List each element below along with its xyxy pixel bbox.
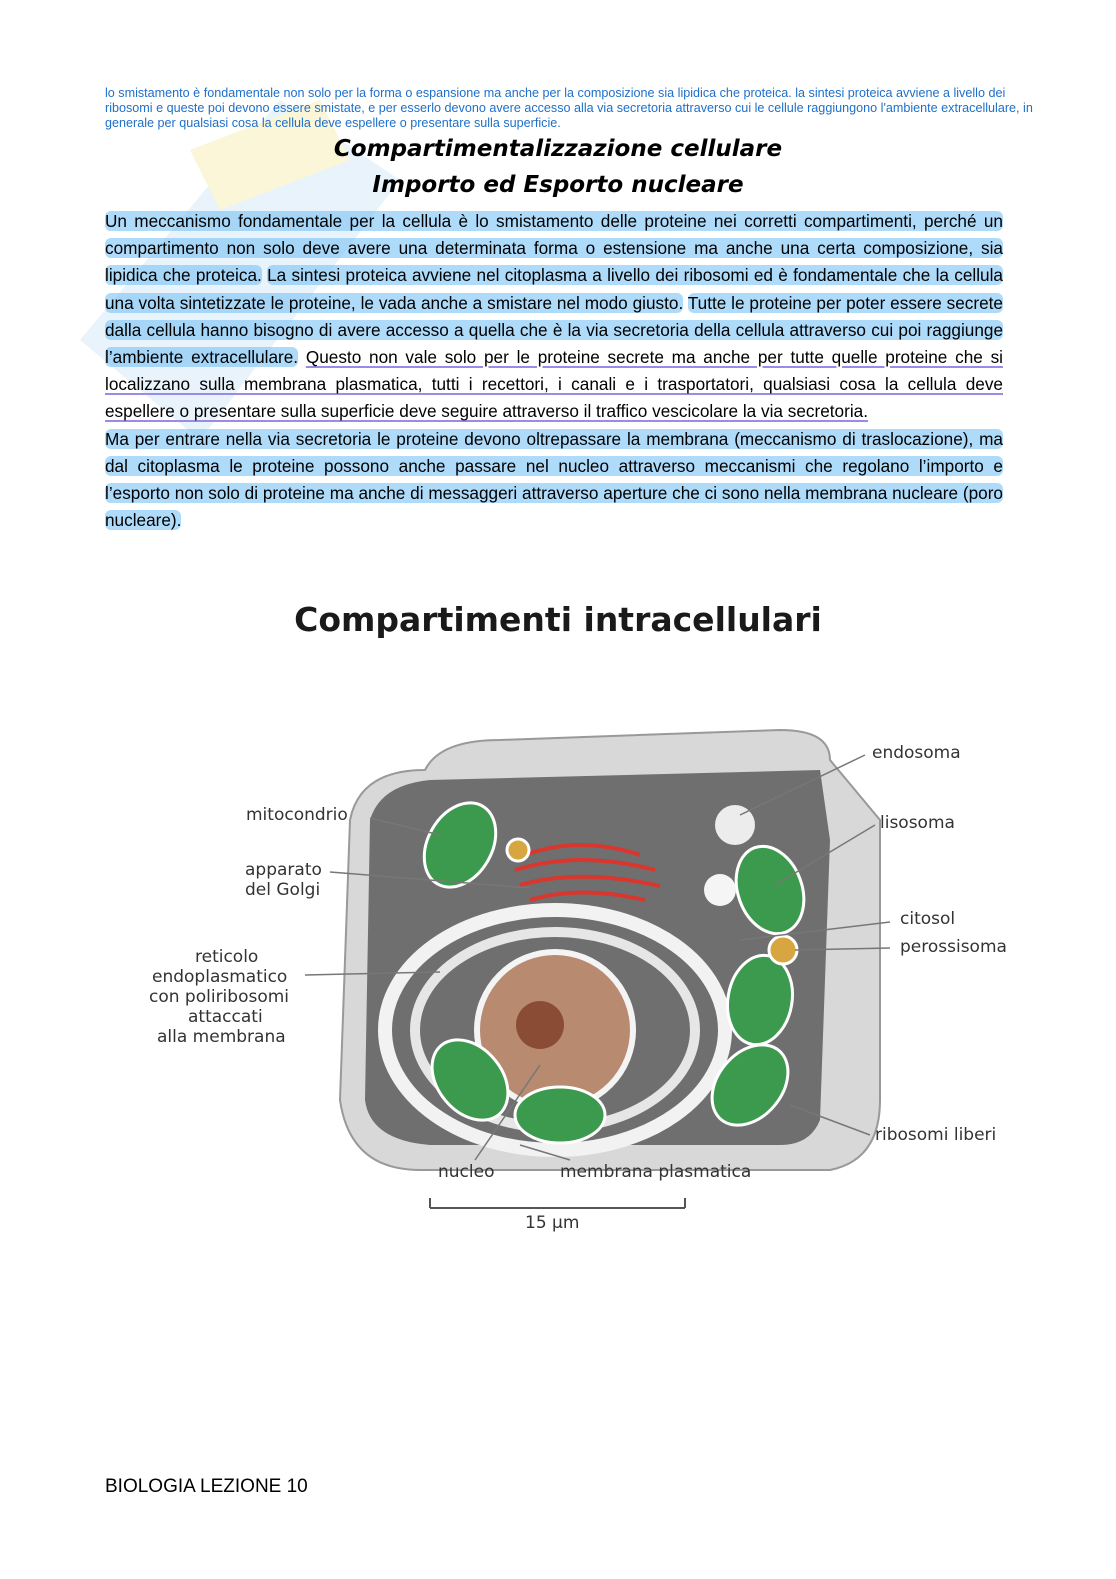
body-text	[105, 208, 1003, 534]
label-lisosoma: lisosoma	[880, 813, 955, 833]
label-reticolo-3: con poliribosomi	[149, 987, 290, 1007]
figure-title: Compartimenti intracellulari	[294, 600, 822, 639]
label-membrana-plasmatica: membrana plasmatica	[560, 1162, 752, 1182]
cell-diagram	[140, 700, 1040, 1240]
highlight-paragraph-2: Ma per entrare nella via secretoria le proteine devono oltrepassare la membrana (meccanismo di traslocazione), ma dal citoplasma le proteine possono anche passare nel nucleo attraverso meccanismi che regolano l’importo e l’esporto non solo di proteine ma anche di messaggeri attraverso aperture che ci sono nella membrana nucleare (poro nucleare).	[105, 428, 1003, 531]
paragraph-2	[105, 426, 1003, 535]
scale-label: 15 µm	[525, 1213, 580, 1233]
label-reticolo-1: reticolo	[195, 947, 259, 967]
page-title: Compartimentalizzazione cellulare	[333, 136, 783, 162]
underlined-sentence-4: Questo non vale solo per le proteine secrete ma anche per tutte quelle proteine che si localizzano sulla membrana plasmatica, tutti i recettori, i canali e i trasportatori, qualsiasi cosa la cellula deve espellere o presentare sulla superficie deve seguire attraverso il traffico vescicolare la via secretoria.	[105, 347, 1003, 422]
highlight-sentence-1: Un meccanismo fondamentale per la cellula è lo smistamento delle proteine nei corretti compartimenti, perché un compartimento non solo deve avere una determinata forma o estensione ma anche una certa composizione, sia lipidica che proteica.	[105, 211, 1003, 286]
highlight-sentence-2: La sintesi proteica avviene nel citoplasma a livello dei ribosomi ed è fondamentale che la cellula una volta sintetizzate le proteine, le vada anche a smistare nel modo giusto.	[105, 265, 1003, 313]
scale-bar	[430, 1198, 685, 1208]
lysosome	[704, 874, 736, 906]
label-golgi-2: del Golgi	[245, 880, 321, 900]
label-reticolo-4: attaccati	[188, 1007, 263, 1027]
label-ribosomi-liberi: ribosomi liberi	[875, 1125, 997, 1145]
annotation-note: lo smistamento è fondamentale non solo per la forma o espansione ma anche per la composizione sia lipidica che proteica. la sintesi proteica avviene a livello dei ribosomi e queste poi devono essere smistate, e per esserlo devono avere accesso alla via secretoria attraverso cui le cellule raggiungono l'ambiente extracellulare, in generale per qualsiasi cosa la cellula deve espellere o presentare sulla superficie.	[105, 86, 1033, 130]
highlight-sentence-3: Tutte le proteine per poter essere secrete dalla cellula hanno bisogno di avere accesso a quella che è la via secretoria della cellula attraverso cui poi raggiunge l’ambiente extracellulare.	[105, 292, 1003, 368]
label-golgi-1: apparato	[245, 860, 322, 880]
peroxisome	[769, 936, 797, 964]
label-reticolo-2: endoplasmatico	[152, 967, 288, 987]
label-reticolo-5: alla membrana	[157, 1027, 286, 1047]
page-subtitle: Importo ed Esporto nucleare	[372, 172, 744, 198]
label-nucleo: nucleo	[438, 1162, 495, 1182]
label-citosol: citosol	[900, 909, 956, 929]
label-mitocondrio: mitocondrio	[246, 805, 348, 825]
paragraph-1	[105, 208, 1003, 426]
label-perossisoma: perossisoma	[900, 937, 1007, 957]
page-footer: BIOLOGIA LEZIONE 10	[105, 1476, 308, 1497]
label-endosoma: endosoma	[872, 743, 961, 763]
